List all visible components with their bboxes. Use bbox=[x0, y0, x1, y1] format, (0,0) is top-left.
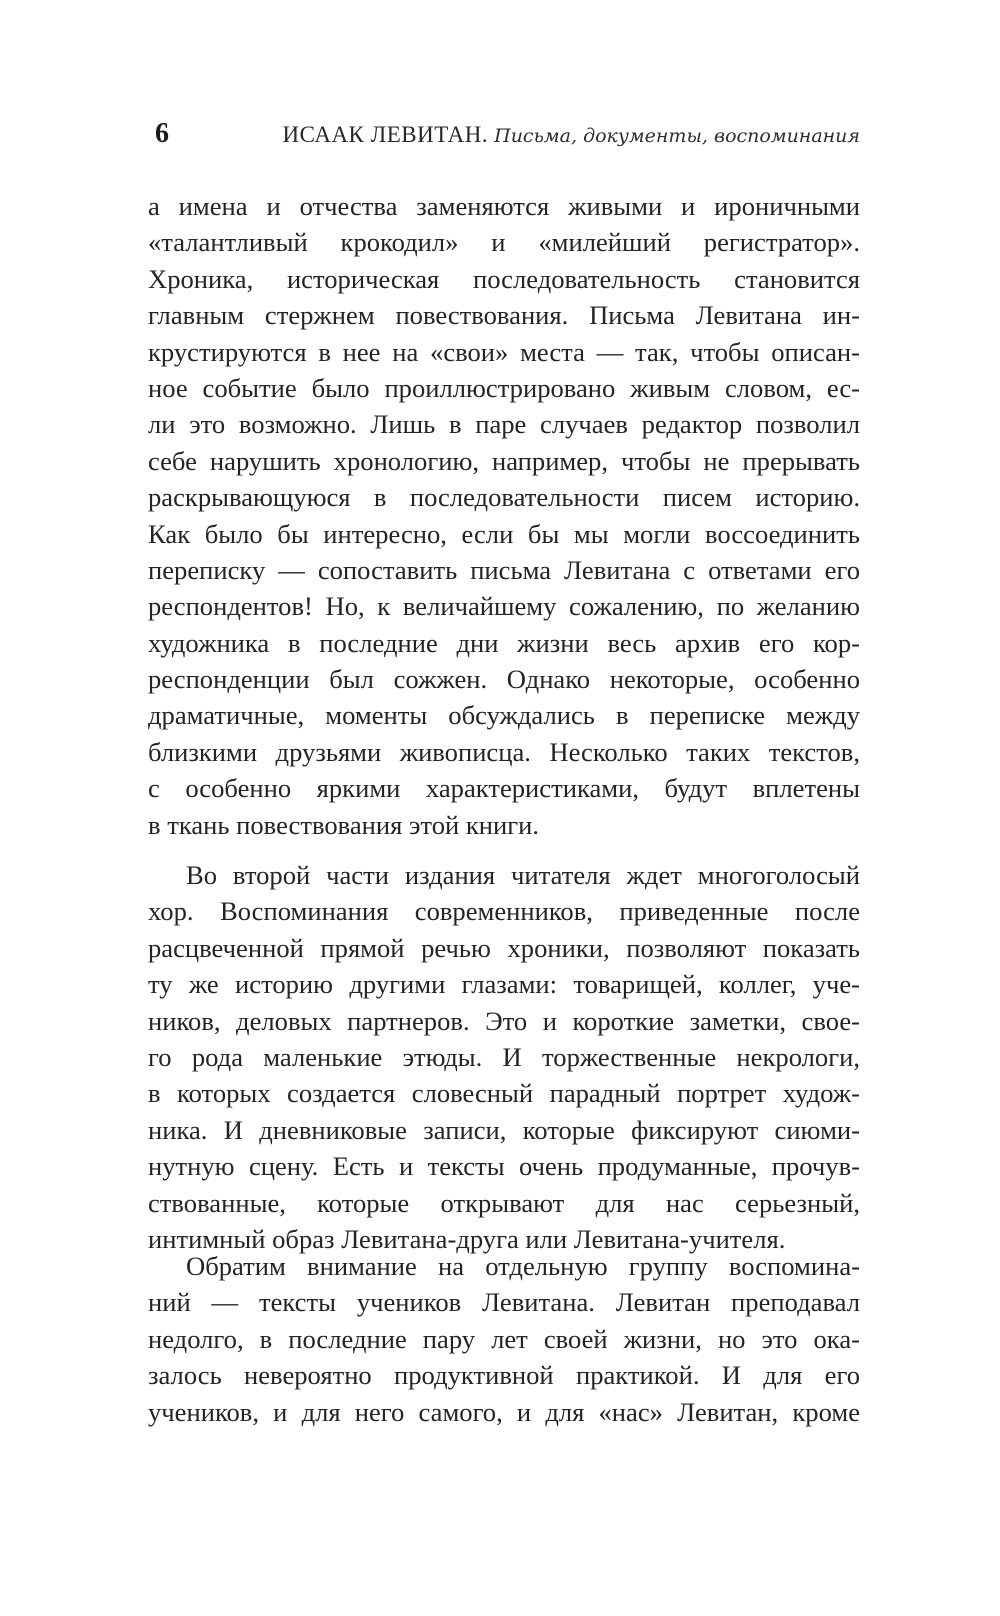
paragraph-3 bbox=[148, 1248, 860, 1430]
text-line: ли это возможно. Лишь в паре случаев редактор позволил bbox=[148, 409, 860, 440]
text-line: близкими друзьями живописца. Несколько таких текстов, bbox=[148, 736, 860, 767]
text-line: недолго, в последние пару лет своей жизни, но это ока- bbox=[148, 1323, 860, 1354]
running-head-title: Письма, документы, воспоминания bbox=[494, 125, 860, 147]
text-line: го рода маленькие этюды. И торжественные некрологи, bbox=[148, 1041, 860, 1072]
text-line: ний — тексты учеников Левитана. Левитан преподавал bbox=[148, 1287, 860, 1318]
text-line: расцвеченной прямой речью хроники, позволяют показать bbox=[148, 932, 860, 963]
running-head bbox=[283, 120, 860, 152]
paragraph-2 bbox=[148, 857, 860, 1257]
text-line: Обратим внимание на отдельную группу воспомина- bbox=[186, 1251, 860, 1281]
text-line: учеников, и для него самого, и для «нас» Левитан, кроме bbox=[148, 1396, 860, 1427]
page-header bbox=[155, 118, 860, 158]
text-line: с особенно яркими характеристиками, будут вплетены bbox=[148, 773, 860, 804]
text-line: главным стержнем повествования. Письма Левитана ин- bbox=[148, 300, 860, 331]
paragraph-1 bbox=[148, 188, 860, 843]
text-line: нутную сцену. Есть и тексты очень продуманные, прочув- bbox=[148, 1151, 860, 1182]
text-line: респонденции был сожжен. Однако некоторые, особенно bbox=[148, 664, 860, 695]
text-line: Как было бы интересно, если бы мы могли воссоединить bbox=[148, 518, 860, 549]
text-line: Хроника, историческая последовательность становится bbox=[148, 263, 860, 294]
text-line: респондентов! Но, к величайшему сожалению, по желанию bbox=[148, 591, 860, 622]
text-line: хор. Воспоминания современников, приведенные после bbox=[148, 896, 860, 927]
text-line: Во второй части издания читателя ждет многоголосый bbox=[186, 860, 860, 890]
text-line: а имена и отчества заменяются живыми и ироничными bbox=[148, 191, 860, 221]
text-line: ствованные, которые открывают для нас серьезный, bbox=[148, 1187, 860, 1218]
text-line: себе нарушить хронологию, например, чтобы не прерывать bbox=[148, 445, 860, 476]
running-head-author: ИСААК ЛЕВИТАН. bbox=[282, 122, 489, 147]
text-line: ника. И дневниковые записи, которые фиксируют сиюми- bbox=[148, 1114, 860, 1145]
text-line: в ткань повествования этой книги. bbox=[148, 809, 540, 840]
text-line: «талантливый крокодил» и «милейший регистратор». bbox=[148, 227, 860, 258]
text-line: драматичные, моменты обсуждались в переписке между bbox=[148, 700, 860, 731]
text-line: крустируются в нее на «свои» места — так, чтобы описан- bbox=[148, 336, 860, 367]
text-line: ту же историю другими глазами: товарищей, коллег, уче- bbox=[148, 969, 860, 1000]
text-line: интимный образ Левитана-друга или Левитана-учителя. bbox=[148, 1223, 786, 1254]
text-line: ников, деловых партнеров. Это и короткие заметки, свое- bbox=[148, 1005, 860, 1036]
text-line: ное событие было проиллюстрировано живым словом, ес- bbox=[148, 372, 860, 403]
text-line: в которых создается словесный парадный портрет худож- bbox=[148, 1078, 860, 1109]
text-line: художника в последние дни жизни весь архив его кор- bbox=[148, 627, 860, 658]
text-line: залось невероятно продуктивной практикой. И для его bbox=[148, 1360, 860, 1391]
text-line: переписку — сопоставить письма Левитана с ответами его bbox=[148, 554, 860, 585]
page-number: 6 bbox=[155, 118, 169, 149]
text-line: раскрывающуюся в последовательности писем историю. bbox=[148, 482, 860, 513]
